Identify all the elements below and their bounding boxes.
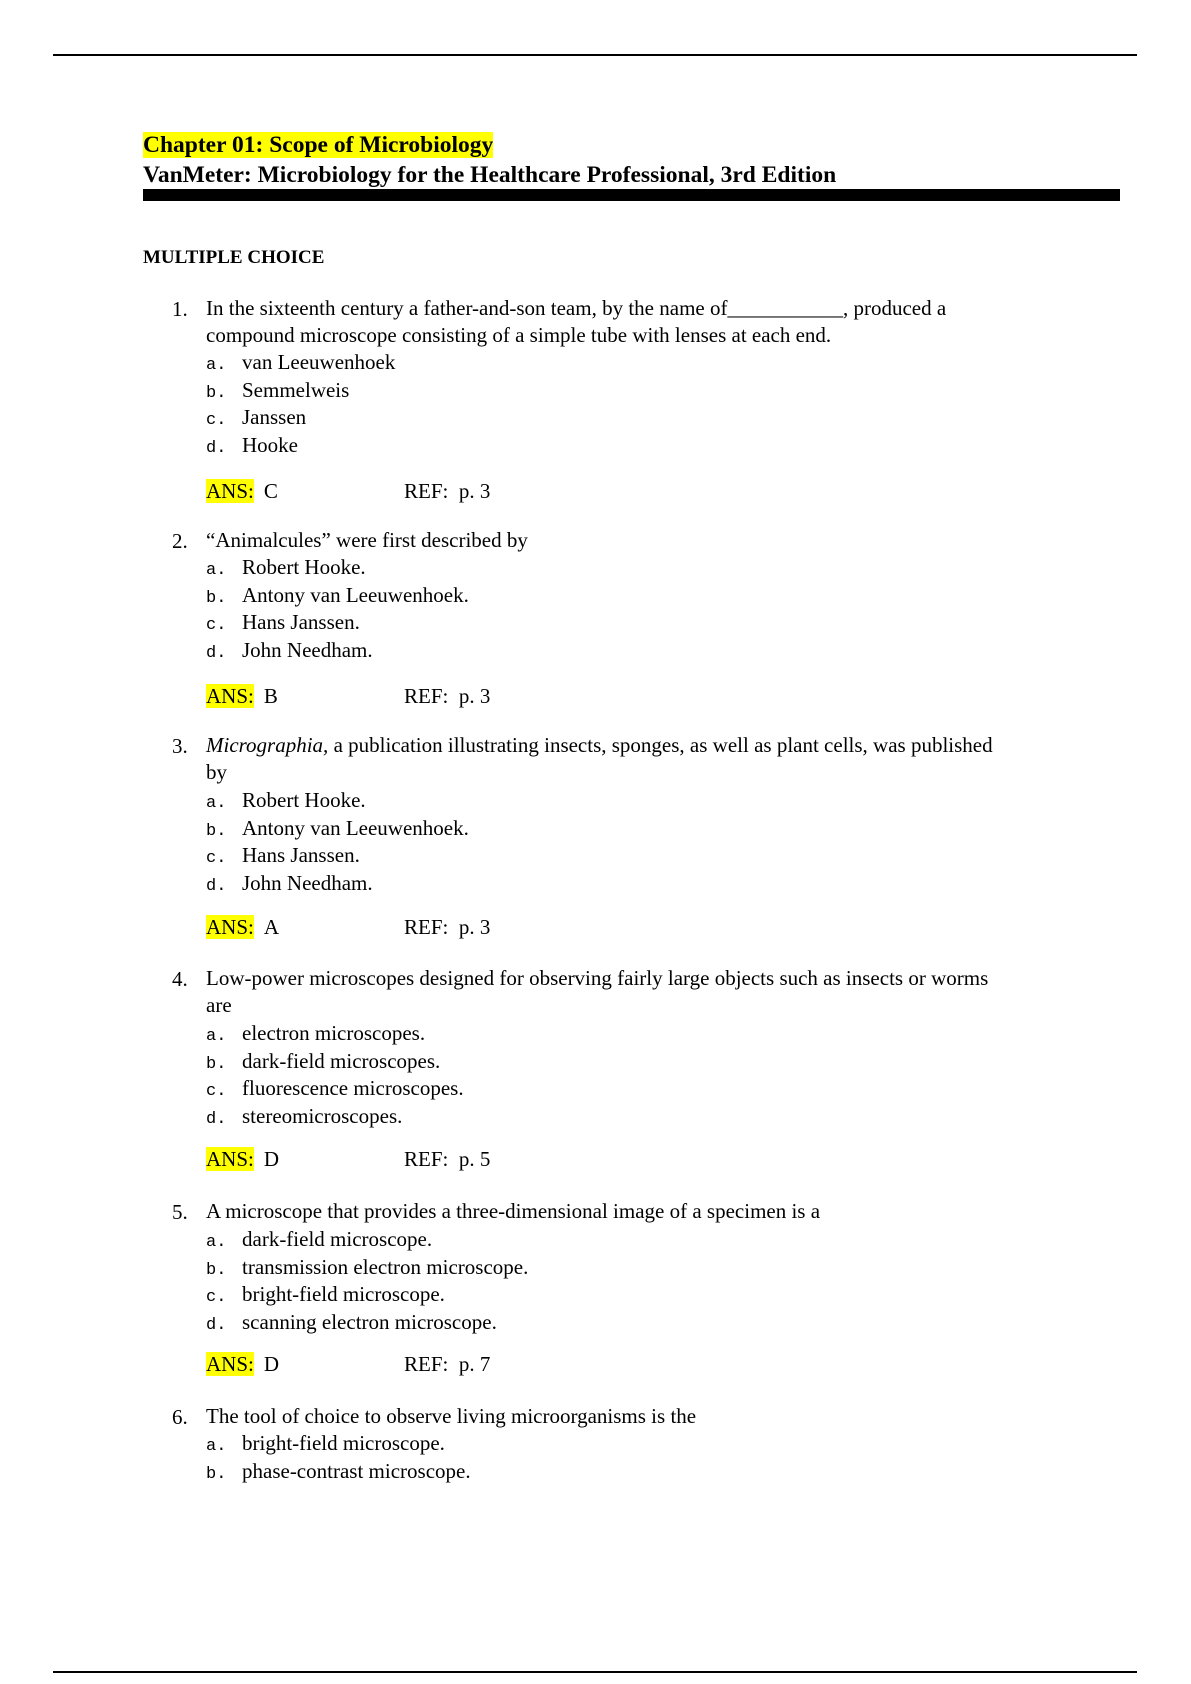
- option-b: [206, 582, 1006, 610]
- question-stem: [206, 1403, 1106, 1430]
- option-letter: a.: [206, 794, 227, 813]
- option-text: Hans Janssen.: [242, 843, 360, 867]
- ref-value: p. 3: [458, 479, 491, 503]
- option-text: fluorescence microscopes.: [242, 1076, 464, 1100]
- option-text: dark-field microscope.: [242, 1227, 433, 1251]
- option-a: [206, 1020, 1006, 1048]
- option-letter: b.: [206, 383, 227, 403]
- stem-line: Low-power microscopes designed for observing fairly large objects such as insects or worms: [206, 966, 989, 990]
- option-letter: a.: [206, 561, 227, 580]
- options-list: [206, 349, 1006, 459]
- option-a: [206, 787, 1006, 815]
- option-letter: c.: [206, 849, 227, 868]
- option-a: [206, 1226, 1006, 1254]
- option-letter: d.: [206, 1109, 227, 1129]
- option-letter: c.: [206, 411, 227, 430]
- option-text: John Needham.: [242, 637, 373, 662]
- option-letter: c.: [206, 616, 227, 635]
- options-list: [206, 554, 1006, 664]
- section-title: MULTIPLE CHOICE: [143, 247, 325, 268]
- option-text: phase-contrast microscope.: [242, 1458, 471, 1483]
- answer-value: A: [263, 915, 280, 939]
- option-c: [206, 404, 1006, 432]
- option-c: [206, 842, 1006, 870]
- question-number: 5.: [172, 1200, 188, 1224]
- option-letter: a.: [206, 1027, 227, 1046]
- reference: [404, 477, 490, 505]
- options-list: [206, 1020, 1006, 1130]
- ref-label: REF:: [404, 479, 449, 503]
- option-letter: a.: [206, 1233, 227, 1252]
- ref-value: p. 3: [458, 915, 491, 939]
- chapter-title: Chapter 01: Scope of Microbiology: [143, 132, 494, 158]
- answer-label: ANS:: [206, 1352, 254, 1376]
- question-stem: [206, 965, 1106, 1019]
- question-stem: [206, 295, 1106, 349]
- answer-row: [206, 1145, 279, 1173]
- option-letter: d.: [206, 876, 227, 896]
- option-d: [206, 870, 1006, 898]
- option-text: stereomicroscopes.: [242, 1103, 403, 1128]
- option-b: [206, 1048, 1006, 1076]
- document-header: [143, 130, 836, 190]
- option-c: [206, 1075, 1006, 1103]
- option-letter: d.: [206, 438, 227, 458]
- ref-value: p. 3: [458, 684, 491, 708]
- answer-label: ANS:: [206, 684, 254, 708]
- stem-line: are: [206, 993, 232, 1017]
- option-letter: a.: [206, 356, 227, 375]
- option-letter: a.: [206, 1437, 227, 1456]
- option-d: [206, 637, 1006, 665]
- answer-row: [206, 1350, 279, 1378]
- ref-value: p. 5: [458, 1147, 491, 1171]
- option-text: Antony van Leeuwenhoek.: [242, 582, 469, 607]
- options-list: [206, 787, 1006, 897]
- reference: [404, 1145, 490, 1173]
- question-stem: [206, 1198, 1106, 1225]
- answer-row: [206, 477, 278, 505]
- question-number: 6.: [172, 1405, 188, 1429]
- option-b: [206, 377, 1006, 405]
- option-letter: b.: [206, 1464, 227, 1484]
- stem-line: A microscope that provides a three-dimensional image of a specimen is a: [206, 1199, 821, 1223]
- option-text: dark-field microscopes.: [242, 1048, 441, 1073]
- question-stem: [206, 732, 1106, 786]
- bottom-rule: [53, 1671, 1137, 1673]
- option-text: bright-field microscope.: [242, 1431, 445, 1455]
- option-text: Hans Janssen.: [242, 610, 360, 634]
- option-a: [206, 554, 1006, 582]
- option-letter: d.: [206, 643, 227, 663]
- option-b: [206, 1458, 1006, 1486]
- option-letter: b.: [206, 1260, 227, 1280]
- answer-label: ANS:: [206, 479, 254, 503]
- option-text: Janssen: [242, 405, 307, 429]
- option-letter: c.: [206, 1288, 227, 1307]
- stem-text: a publication illustrating insects, sponges, as well as plant cells, was published: [328, 733, 993, 757]
- question-number: 2.: [172, 529, 188, 553]
- option-text: scanning electron microscope.: [242, 1309, 497, 1334]
- option-text: electron microscopes.: [242, 1021, 426, 1045]
- ref-label: REF:: [404, 1352, 449, 1376]
- options-list: [206, 1430, 1006, 1485]
- answer-label: ANS:: [206, 915, 254, 939]
- option-text: van Leeuwenhoek: [242, 350, 396, 374]
- option-letter: c.: [206, 1082, 227, 1101]
- reference: [404, 913, 490, 941]
- option-letter: b.: [206, 1054, 227, 1074]
- option-text: Antony van Leeuwenhoek.: [242, 815, 469, 840]
- stem-line: In the sixteenth century a father-and-son team, by the name of___________, produced a: [206, 296, 947, 320]
- reference: [404, 682, 490, 710]
- option-a: [206, 1430, 1006, 1458]
- answer-label: ANS:: [206, 1147, 254, 1171]
- option-letter: b.: [206, 821, 227, 841]
- option-letter: d.: [206, 1315, 227, 1335]
- answer-value: B: [263, 684, 278, 708]
- stem-line: [206, 732, 1106, 759]
- question-stem: [206, 527, 1106, 554]
- question-number: 1.: [172, 297, 188, 321]
- reference: [404, 1350, 490, 1378]
- ref-value: p. 7: [458, 1352, 491, 1376]
- option-c: [206, 609, 1006, 637]
- stem-line: compound microscope consisting of a simple tube with lenses at each end.: [206, 323, 832, 347]
- stem-italic-title: Micrographia,: [206, 733, 329, 757]
- ref-label: REF:: [404, 1147, 449, 1171]
- ref-label: REF:: [404, 684, 449, 708]
- option-text: bright-field microscope.: [242, 1282, 445, 1306]
- answer-row: [206, 682, 278, 710]
- answer-row: [206, 913, 279, 941]
- option-text: transmission electron microscope.: [242, 1254, 529, 1279]
- option-d: [206, 1103, 1006, 1131]
- option-letter: b.: [206, 588, 227, 608]
- book-title: VanMeter: Microbiology for the Healthcare Professional, 3rd Edition: [143, 162, 837, 188]
- answer-value: D: [263, 1352, 280, 1376]
- option-d: [206, 432, 1006, 460]
- answer-value: D: [263, 1147, 280, 1171]
- options-list: [206, 1226, 1006, 1336]
- stem-line: by: [206, 760, 227, 784]
- header-rule: [143, 189, 1120, 201]
- option-a: [206, 349, 1006, 377]
- option-text: Hooke: [242, 432, 298, 457]
- answer-value: C: [263, 479, 278, 503]
- top-rule: [53, 54, 1137, 56]
- option-b: [206, 1254, 1006, 1282]
- question-number: 3.: [172, 734, 188, 758]
- option-c: [206, 1281, 1006, 1309]
- option-text: John Needham.: [242, 870, 373, 895]
- question-number: 4.: [172, 967, 188, 991]
- option-text: Robert Hooke.: [242, 788, 366, 812]
- ref-label: REF:: [404, 915, 449, 939]
- stem-line: The tool of choice to observe living microorganisms is the: [206, 1404, 697, 1428]
- option-b: [206, 815, 1006, 843]
- option-text: Semmelweis: [242, 377, 350, 402]
- option-text: Robert Hooke.: [242, 555, 366, 579]
- stem-line: “Animalcules” were first described by: [206, 528, 528, 552]
- option-d: [206, 1309, 1006, 1337]
